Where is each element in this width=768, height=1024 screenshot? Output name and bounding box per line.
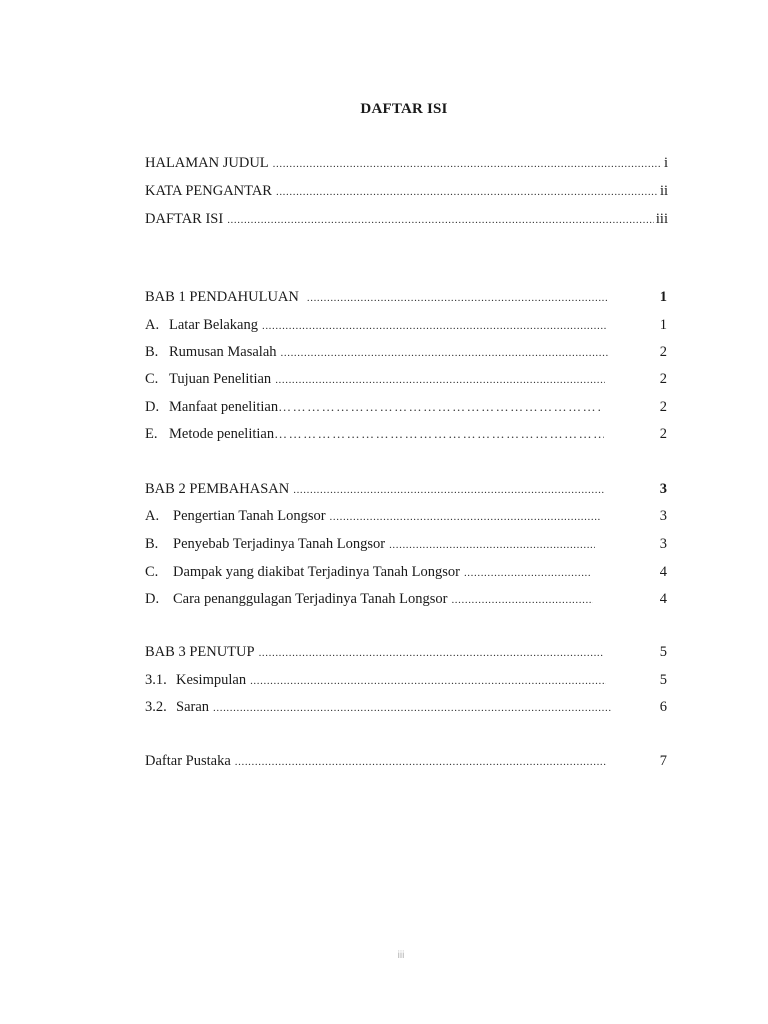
toc-entry-kesimpulan[interactable] [145,670,667,690]
toc-entry-page: i [663,155,668,171]
toc-entry-letter: 3.2. [145,699,167,715]
dot-leader [307,288,607,308]
toc-entry-page: 3 [659,536,667,552]
dot-leader [235,752,607,772]
toc-entry-halaman-judul[interactable] [145,153,668,173]
dot-leader [293,480,605,500]
toc-entry-page: 4 [659,591,667,607]
toc-chapter-label: BAB 2 PEMBAHASAN [145,481,290,497]
dot-leader [464,563,592,583]
dot-leader [274,424,604,444]
toc-entry-page: 2 [659,426,667,442]
toc-entry-label: KATA PENGANTAR [145,183,272,199]
toc-entry-label: Latar Belakang [169,317,258,333]
dot-leader [330,507,600,527]
toc-entry-label: Pengertian Tanah Longsor [173,508,326,524]
dot-leader [262,316,607,336]
toc-entry-page: 7 [659,753,667,769]
toc-entry-pengertian[interactable] [145,506,667,526]
toc-entry-letter: A. [145,317,160,333]
dot-leader [281,343,608,363]
toc-entry-page: 4 [659,564,667,580]
toc-entry-label: HALAMAN JUDUL [145,155,269,171]
toc-entry-letter: A. [145,508,160,524]
toc-entry-letter: B. [145,536,159,552]
footer-page-number: iii [397,950,405,961]
toc-entry-label: Rumusan Masalah [169,344,277,360]
toc-entry-letter: D. [145,399,160,415]
toc-entry-label: Dampak yang diakibat Terjadinya Tanah Longsor [173,564,460,580]
dot-leader [451,590,593,610]
toc-entry-dampak[interactable] [145,562,667,582]
dot-leader [276,182,658,202]
dot-leader [227,210,654,230]
toc-entry-label: Metode penelitian [169,426,275,442]
toc-entry-letter: D. [145,591,160,607]
dot-leader [389,535,595,555]
toc-chapter-bab1[interactable] [145,287,667,307]
dot-leader [273,154,662,174]
toc-entry-manfaat-penelitian[interactable] [145,397,667,417]
toc-entry-tujuan-penelitian[interactable] [145,369,667,389]
toc-entry-letter: C. [145,564,159,580]
toc-entry-page: 5 [659,672,667,688]
dot-leader [250,671,606,691]
toc-entry-letter: C. [145,371,159,387]
dot-leader [278,397,600,417]
toc-entry-label: Kesimpulan [176,672,247,688]
toc-chapter-page: 3 [659,481,667,497]
toc-entry-latar-belakang[interactable] [145,315,667,335]
toc-entry-label: Tujuan Penelitian [169,371,272,387]
toc-entry-metode-penelitian[interactable] [145,424,667,444]
toc-entry-page: ii [659,183,668,199]
toc-chapter-bab3[interactable] [145,642,667,662]
toc-entry-letter: 3.1. [145,672,167,688]
toc-chapter-label: BAB 3 PENUTUP [145,644,255,660]
toc-chapter-page: 1 [659,289,667,305]
toc-entry-kata-pengantar[interactable] [145,181,668,201]
toc-chapter-bab2[interactable] [145,479,667,499]
toc-entry-page: 2 [659,399,667,415]
toc-entry-label: Daftar Pustaka [145,753,231,769]
dot-leader [275,370,605,390]
toc-chapter-page: 5 [659,644,667,660]
toc-entry-label: Saran [176,699,210,715]
toc-entry-daftar-pustaka[interactable] [145,751,667,771]
toc-entry-letter: B. [145,344,159,360]
toc-entry-page: 2 [659,371,667,387]
toc-entry-page: iii [655,211,668,227]
dot-leader [213,698,611,718]
page-title: DAFTAR ISI [360,101,448,117]
toc-chapter-label: BAB 1 PENDAHULUAN [145,289,299,305]
toc-entry-page: 6 [659,699,667,715]
toc-entry-page: 1 [659,317,667,333]
toc-entry-penyebab[interactable] [145,534,667,554]
toc-entry-label: Cara penanggulagan Terjadinya Tanah Longsor [173,591,448,607]
toc-entry-rumusan-masalah[interactable] [145,342,667,362]
toc-entry-saran[interactable] [145,697,667,717]
toc-entry-page: 2 [659,344,667,360]
toc-entry-label: DAFTAR ISI [145,211,224,227]
dot-leader [259,643,603,663]
toc-entry-label: Penyebab Terjadinya Tanah Longsor [173,536,386,552]
toc-entry-page: 3 [659,508,667,524]
toc-entry-cara-penanggulagan[interactable] [145,589,667,609]
toc-entry-letter: E. [145,426,158,442]
toc-entry-label: Manfaat penelitian [169,399,279,415]
toc-entry-daftar-isi[interactable] [145,209,668,229]
